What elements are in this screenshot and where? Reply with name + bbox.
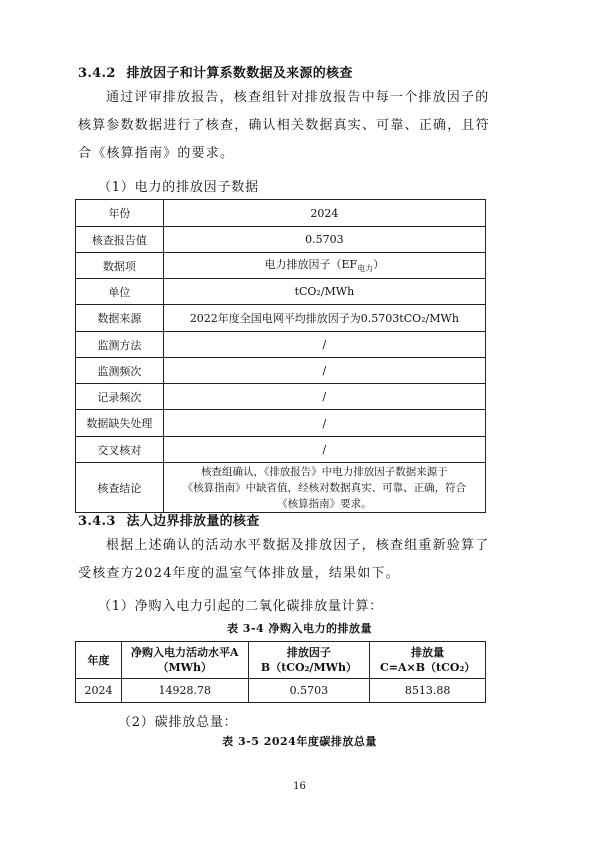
table-caption: 表 3-5 2024年度碳排放总量	[222, 735, 377, 748]
table-row	[76, 437, 486, 463]
table-row	[76, 332, 486, 358]
row-label: 年份	[76, 200, 164, 227]
row-value: /	[163, 410, 485, 437]
column-header-emissions: 排放量 C=A×B（tCO₂）	[370, 642, 486, 679]
section-number: 3.4.2	[78, 66, 116, 81]
row-label: 数据来源	[76, 305, 164, 332]
row-value: /	[163, 384, 485, 410]
section-heading-3-4-3	[78, 510, 260, 529]
table-row	[76, 384, 486, 410]
row-value: /	[163, 332, 485, 358]
column-header-factor: 排放因子 B（tCO₂/MWh）	[248, 642, 370, 679]
section-title: 法人边界排放量的核查	[126, 514, 260, 529]
row-value: /	[163, 437, 485, 463]
conclusion-line: 《核算指南》要求。	[277, 497, 372, 510]
row-label: 核查结论	[76, 463, 164, 513]
section-heading-3-4-2	[78, 62, 353, 81]
paragraph-line: 根据上述确认的活动水平数据及排放因子，核查组重新验算了	[106, 538, 490, 553]
table-row	[76, 679, 486, 703]
table-row	[76, 253, 486, 279]
table-caption: 表 3-4 净购入电力的排放量	[226, 622, 373, 635]
subheading-total-emissions: （2）碳排放总量：	[118, 715, 238, 730]
paragraph-line: 受核查方2024年度的温室气体排放量，结果如下。	[78, 566, 400, 581]
table-row	[76, 358, 486, 384]
row-value	[163, 253, 485, 279]
paragraph-line: 核算参数数据进行了核查，确认相关数据真实、可靠、正确，且符	[78, 118, 490, 133]
row-label: 数据缺失处理	[76, 410, 164, 437]
conclusion-line: 核查组确认，《排放报告》中电力排放因子数据来源于	[201, 465, 448, 478]
column-header-year: 年度	[76, 642, 122, 679]
row-label: 核查报告值	[76, 227, 164, 253]
net-purchased-electricity-table	[75, 641, 486, 703]
row-value: /	[163, 358, 485, 384]
value-subscript: 电力	[357, 264, 374, 274]
table-row	[76, 200, 486, 227]
page-number: 16	[293, 781, 306, 792]
table-row	[76, 410, 486, 437]
row-label: 记录频次	[76, 384, 164, 410]
paragraph-line: 合《核算指南》的要求。	[78, 146, 235, 161]
row-value: 2024	[163, 200, 485, 227]
column-header-activity: 净购入电力活动水平A （MWh）	[121, 642, 248, 679]
table-row-conclusion	[76, 463, 486, 513]
row-value: 2022年度全国电网平均排放因子为0.5703tCO₂/MWh	[163, 305, 485, 332]
emission-factor-table	[75, 199, 486, 513]
cell-activity: 14928.78	[121, 679, 248, 703]
table-row	[76, 227, 486, 253]
paragraph-line: 通过评审排放报告，核查组针对排放报告中每一个排放因子的	[106, 90, 490, 105]
value-text-end: ）	[373, 258, 385, 272]
row-value: 0.5703	[163, 227, 485, 253]
row-label: 数据项	[76, 253, 164, 279]
cell-emissions: 8513.88	[370, 679, 486, 703]
row-label: 监测方法	[76, 332, 164, 358]
subheading-electricity-emissions: （1）净购入电力引起的二氧化碳排放量计算：	[98, 599, 384, 614]
value-text: 电力排放因子（EF	[264, 258, 358, 272]
row-label: 单位	[76, 279, 164, 305]
subheading-electricity-factor: （1）电力的排放因子数据	[98, 180, 259, 195]
section-number: 3.4.3	[78, 514, 116, 529]
row-label: 交叉核对	[76, 437, 164, 463]
row-label: 监测频次	[76, 358, 164, 384]
row-value: tCO₂/MWh	[163, 279, 485, 305]
cell-year: 2024	[76, 679, 122, 703]
conclusion-text	[163, 463, 485, 513]
table-row	[76, 305, 486, 332]
table-row	[76, 279, 486, 305]
cell-factor: 0.5703	[248, 679, 370, 703]
table-header-row	[76, 642, 486, 679]
section-title: 排放因子和计算系数数据及来源的核查	[126, 66, 353, 81]
conclusion-line: 《核算指南》中缺省值，经核对数据真实、可靠、正确，符合	[182, 481, 467, 494]
